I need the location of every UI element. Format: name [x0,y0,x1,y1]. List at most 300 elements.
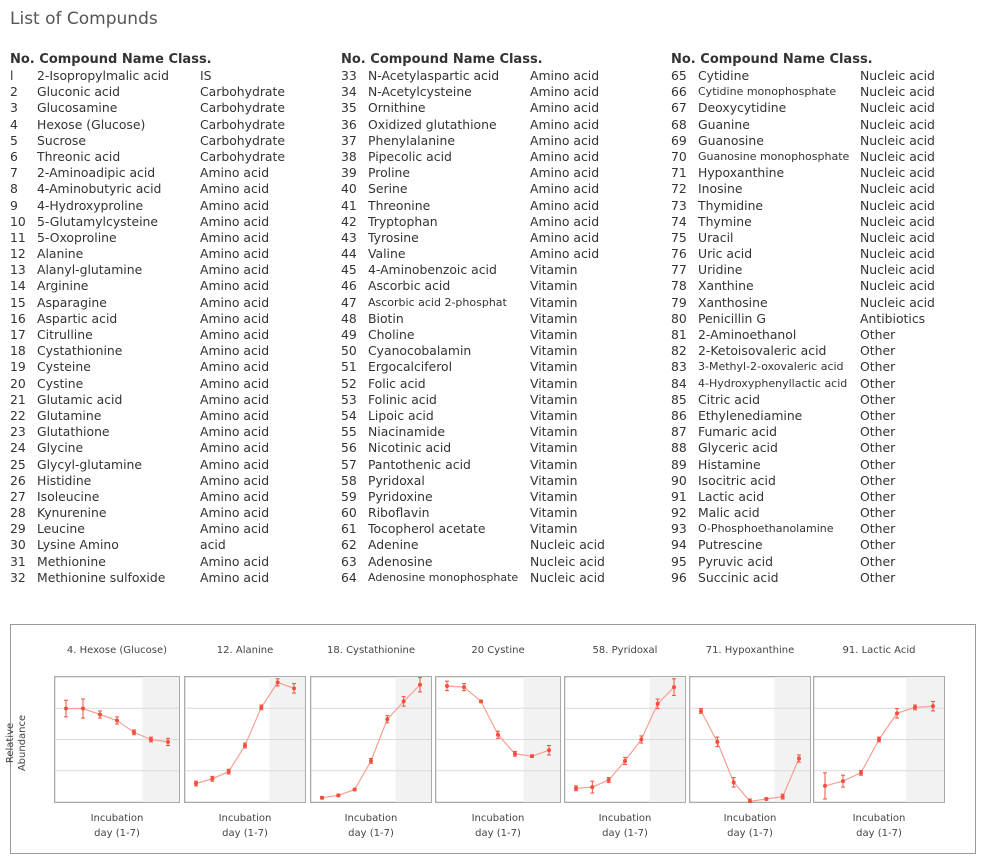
compound-number: 51 [341,359,357,375]
compound-number: 83 [671,359,687,375]
compound-class: Other [860,472,896,488]
table-row [341,68,661,84]
compound-number: 89 [671,456,687,472]
line-plot [54,676,180,803]
compound-number: 10 [10,213,26,229]
table-row [671,570,986,586]
compound-number: 5 [10,132,18,148]
compound-name: 4-Aminobutyric acid [37,181,162,197]
x-axis-label: Incubation day (1-7) [852,813,906,839]
compound-number: 86 [671,407,687,423]
compound-name: Glyceric acid [698,440,778,456]
compound-name: Citric acid [698,391,760,407]
compound-name: Tryptophan [368,213,438,229]
compound-name: Methionine sulfoxide [37,569,166,585]
compound-number: 59 [341,488,357,504]
table-row [671,278,986,294]
table-row [671,489,986,505]
compound-name: Pyridoxine [368,488,433,504]
compound-number: 47 [341,294,357,310]
compound-number: 56 [341,440,357,456]
compound-number: 62 [341,537,357,553]
compound-number: 84 [671,375,687,391]
compound-number: 55 [341,424,357,440]
chart-panel [54,625,180,853]
compound-number: 65 [671,68,687,83]
compound-number: 87 [671,424,687,440]
compound-number: 3 [10,100,18,116]
compound-column-1 [10,52,330,586]
compound-class: Vitamin [530,391,578,407]
compound-name: Succinic acid [698,569,779,585]
table-row [671,521,986,537]
compound-name: Guanine [698,116,750,132]
compound-class: Vitamin [530,359,578,375]
compound-number: 32 [10,569,26,585]
compound-number: 92 [671,505,687,521]
compound-class: Nucleic acid [860,262,935,278]
table-row [10,117,330,133]
compound-class: Amino acid [200,407,270,423]
table-header: No. Compound Name Class. [341,52,543,67]
compound-name: Inosine [698,181,743,197]
compound-name: Folic acid [368,375,426,391]
compound-number: 34 [341,84,357,100]
chart-panel [689,625,811,853]
compound-number: 15 [10,294,26,310]
table-row [10,84,330,100]
table-row [341,424,661,440]
compound-name: Proline [368,165,411,181]
compound-name: Guanosine monophosphate [698,149,850,163]
compound-class: Amino acid [200,456,270,472]
table-row [10,489,330,505]
compound-number: 21 [10,391,26,407]
compound-name: Histidine [37,472,92,488]
compound-class: Carbohydrate [200,100,286,116]
compound-class: Carbohydrate [200,148,286,164]
compound-number: 54 [341,407,357,423]
table-row [671,100,986,116]
data-point [353,787,357,791]
table-row [671,295,986,311]
compound-class: Vitamin [530,505,578,521]
compound-class: Other [860,424,896,440]
compound-class: Vitamin [530,278,578,294]
line-plot [564,676,686,803]
table-row [10,570,330,586]
data-point [530,754,534,758]
table-row [341,246,661,262]
compound-name: Glycyl-glutamine [37,456,143,472]
table-row [671,376,986,392]
compound-class: acid [200,537,226,553]
table-row [671,537,986,553]
table-row [671,68,986,84]
table-row [671,181,986,197]
table-row [671,230,986,246]
compound-class: Vitamin [530,262,578,278]
table-row [10,376,330,392]
compound-name: Thymine [698,213,752,229]
compound-number: 64 [341,569,357,585]
compound-class: Other [860,521,896,537]
compound-class: Amino acid [530,165,600,181]
table-row [671,214,986,230]
compound-class: Amino acid [200,310,270,326]
compound-number: 72 [671,181,687,197]
compound-number: 17 [10,327,26,342]
table-row [341,165,661,181]
compound-class: Amino acid [200,278,270,294]
table-row [341,457,661,473]
x-axis-label: Incubation day (1-7) [218,813,272,839]
compound-number: 31 [10,553,26,569]
compound-name: Phenylalanine [368,132,455,148]
table-row [10,246,330,262]
table-row [341,505,661,521]
table-row [671,424,986,440]
compound-number: 29 [10,521,26,537]
compound-class: Nucleic acid [860,68,935,83]
compound-name: Asparagine [37,294,107,310]
compound-name: Pipecolic acid [368,148,452,164]
compound-number: 53 [341,391,357,407]
compound-number: 50 [341,343,357,359]
table-row [671,133,986,149]
table-row [341,327,661,343]
table-row [10,457,330,473]
table-row [10,100,330,116]
compound-number: 25 [10,456,26,472]
table-row [341,311,661,327]
compound-class: Vitamin [530,472,578,488]
compound-number: 30 [10,537,26,553]
table-row [671,473,986,489]
compound-name: Leucine [37,521,85,537]
compound-name: Methionine [37,553,106,569]
compound-number: 13 [10,262,26,278]
compound-class: Amino acid [530,100,600,116]
table-row [341,198,661,214]
line-plot [435,676,561,803]
panel-title: 4. Hexose (Glucose) [66,645,168,656]
compound-class: Nucleic acid [860,165,935,181]
table-row [10,424,330,440]
compound-name: 5-Glutamylcysteine [37,213,159,229]
compound-class: Other [860,456,896,472]
compound-class: Amino acid [200,521,270,537]
chart-panel [310,625,432,853]
table-row [341,84,661,100]
panel-title: 58. Pyridoxal [592,645,658,656]
compound-number: 7 [10,165,18,181]
compound-class: IS [200,68,212,83]
compound-class: Amino acid [200,440,270,456]
compound-number: 43 [341,229,357,245]
line-plot [813,676,945,803]
compound-class: Vitamin [530,424,578,440]
compound-class: Vitamin [530,407,578,423]
compound-name: Histamine [698,456,761,472]
compound-number: 16 [10,310,26,326]
table-row [10,440,330,456]
compound-class: Nucleic acid [860,84,935,100]
compound-name: Glucosamine [37,100,118,116]
compound-class: Amino acid [530,148,600,164]
compound-number: l [10,68,14,83]
compound-name: Oxidized glutathione [368,116,497,132]
compound-number: 39 [341,165,357,181]
compound-class: Other [860,488,896,504]
x-axis-label: Incubation day (1-7) [90,813,144,839]
compound-name: Tocopherol acetate [368,521,486,537]
x-axis-label: Incubation day (1-7) [471,813,525,839]
table-row [10,359,330,375]
compound-class: Amino acid [200,569,270,585]
table-row [10,554,330,570]
compound-name: Ethylenediamine [698,407,803,423]
compound-number: 48 [341,310,357,326]
compound-class: Amino acid [530,132,600,148]
compound-name: Sucrose [37,132,87,148]
compound-number: 81 [671,327,687,342]
table-row [671,246,986,262]
compound-name: Ergocalciferol [368,359,453,375]
compound-number: 41 [341,197,357,213]
compound-number: 63 [341,553,357,569]
compound-class: Other [860,343,896,359]
table-row [10,505,330,521]
compound-name: Threonine [368,197,431,213]
x-axis-label: Incubation day (1-7) [598,813,652,839]
table-row [10,473,330,489]
chart-panel [564,625,686,853]
panel-title: 20 Cystine [471,645,525,656]
compound-name: Niacinamide [368,424,446,440]
compound-number: 38 [341,148,357,164]
compound-name: Cysteine [37,359,91,375]
compound-name: 4-Aminobenzoic acid [368,262,497,278]
compound-number: 35 [341,100,357,116]
compound-class: Amino acid [530,213,600,229]
compound-name: Ornithine [368,100,426,116]
table-row [341,440,661,456]
compound-class: Carbohydrate [200,132,286,148]
compound-class: Vitamin [530,327,578,342]
compound-name: Lipoic acid [368,407,434,423]
table-row [10,295,330,311]
compound-class: Vitamin [530,310,578,326]
table-row [341,376,661,392]
compound-class: Amino acid [200,165,270,181]
table-row [10,311,330,327]
compound-class: Amino acid [200,472,270,488]
table-row [341,133,661,149]
compound-class: Other [860,407,896,423]
compound-number: 96 [671,569,687,585]
compound-name: Ascorbic acid 2-phosphat [368,295,507,309]
compound-class: Amino acid [200,391,270,407]
compound-class: Nucleic acid [860,132,935,148]
compound-number: 33 [341,68,357,83]
compound-class: Amino acid [200,229,270,245]
compound-number: 44 [341,246,357,262]
compound-name: Valine [368,246,406,262]
compound-number: 23 [10,424,26,440]
compound-name: Cyanocobalamin [368,343,472,359]
compound-class: Other [860,327,896,342]
compound-name: Uridine [698,262,743,278]
panel-title: 18. Cystathionine [326,645,415,656]
line-plot [689,676,811,803]
compound-name: Malic acid [698,505,760,521]
compound-number: 74 [671,213,687,229]
compound-name: Xanthosine [698,294,768,310]
compound-number: 58 [341,472,357,488]
compound-number: 2 [10,84,18,100]
compound-number: 22 [10,407,26,423]
compound-class: Other [860,375,896,391]
compound-name: Adenosine [368,553,433,569]
compound-name: Kynurenine [37,505,107,521]
chart-panel [813,625,945,853]
compound-class: Nucleic acid [860,294,935,310]
compound-class: Amino acid [530,68,600,83]
compound-name: Isocitric acid [698,472,776,488]
compound-name: Hypoxanthine [698,165,785,181]
table-row [671,554,986,570]
compound-class: Amino acid [200,424,270,440]
compound-number: 80 [671,310,687,326]
compound-number: 20 [10,375,26,391]
table-row [671,262,986,278]
line-plot [184,676,306,803]
table-row [671,392,986,408]
table-header: No. Compound Name Class. [671,52,873,67]
compound-class: Vitamin [530,375,578,391]
table-row [341,262,661,278]
compound-class: Amino acid [200,375,270,391]
compound-name: Glutathione [37,424,110,440]
compound-name: Choline [368,327,415,342]
table-row [341,359,661,375]
table-row [10,343,330,359]
compound-name: Pyridoxal [368,472,425,488]
compound-name: Lysine Amino [37,537,119,553]
table-row [671,149,986,165]
compound-class: Amino acid [200,213,270,229]
panel-title: 91. Lactic Acid [842,645,916,656]
compound-class: Nucleic acid [860,116,935,132]
compound-name: Nicotinic acid [368,440,452,456]
compound-class: Nucleic acid [530,537,605,553]
compound-number: 11 [10,229,26,245]
compound-number: 79 [671,294,687,310]
compound-class: Amino acid [200,294,270,310]
compound-number: 93 [671,521,687,537]
compound-name: 2-Aminoethanol [698,327,797,342]
compound-name: Adenine [368,537,419,553]
compound-name: O-Phosphoethanolamine [698,522,834,536]
compound-number: 66 [671,84,687,100]
compound-class: Amino acid [530,84,600,100]
compound-class: Amino acid [530,229,600,245]
compound-class: Other [860,537,896,553]
table-row [671,343,986,359]
chart-panel [435,625,561,853]
compound-class: Other [860,359,896,375]
table-row [10,165,330,181]
compound-class: Nucleic acid [530,569,605,585]
compound-number: 36 [341,116,357,132]
compound-name: Cystathionine [37,343,123,359]
chart-panel [184,625,306,853]
table-row [10,327,330,343]
compound-name: 2-Ketoisovaleric acid [698,343,827,359]
compound-number: 76 [671,246,687,262]
panel-title: 12. Alanine [216,645,274,656]
table-row [10,181,330,197]
compound-name: N-Acetylaspartic acid [368,68,500,83]
compound-name: Cytidine monophosphate [698,85,837,99]
panel-title: 71. Hypoxanthine [705,645,795,656]
compound-name: Adenosine monophosphate [368,570,519,584]
compound-number: 94 [671,537,687,553]
table-row [671,327,986,343]
compound-class: Other [860,440,896,456]
table-row [671,311,986,327]
table-row [341,408,661,424]
table-row [10,392,330,408]
compound-number: 82 [671,343,687,359]
table-row [671,359,986,375]
compound-class: Vitamin [530,456,578,472]
compound-name: N-Acetylcysteine [368,84,472,100]
compound-number: 40 [341,181,357,197]
table-row [671,198,986,214]
compound-class: Vitamin [530,521,578,537]
compound-class: Amino acid [200,488,270,504]
compound-name: Arginine [37,278,89,294]
compound-name: Guanosine [698,132,764,148]
compound-class: Other [860,553,896,569]
compound-number: 37 [341,132,357,148]
compound-class: Amino acid [200,197,270,213]
compound-name: 5-Oxoproline [37,229,117,245]
table-row [671,505,986,521]
table-row [10,198,330,214]
table-header: No. Compound Name Class. [10,52,212,67]
compound-class: Nucleic acid [860,278,935,294]
compound-number: 57 [341,456,357,472]
compound-number: 95 [671,553,687,569]
compound-name: Gluconic acid [37,84,121,100]
compound-name: Uric acid [698,246,753,262]
compound-class: Amino acid [200,327,270,342]
compound-name: Alanine [37,246,84,262]
compound-number: 45 [341,262,357,278]
compound-name: Putrescine [698,537,763,553]
compound-number: 60 [341,505,357,521]
compound-class: Amino acid [200,181,270,197]
compound-name: Thymidine [698,197,764,213]
compound-class: Other [860,391,896,407]
table-row [341,117,661,133]
compound-class: Amino acid [530,246,600,262]
compound-class: Carbohydrate [200,84,286,100]
compound-class: Vitamin [530,343,578,359]
